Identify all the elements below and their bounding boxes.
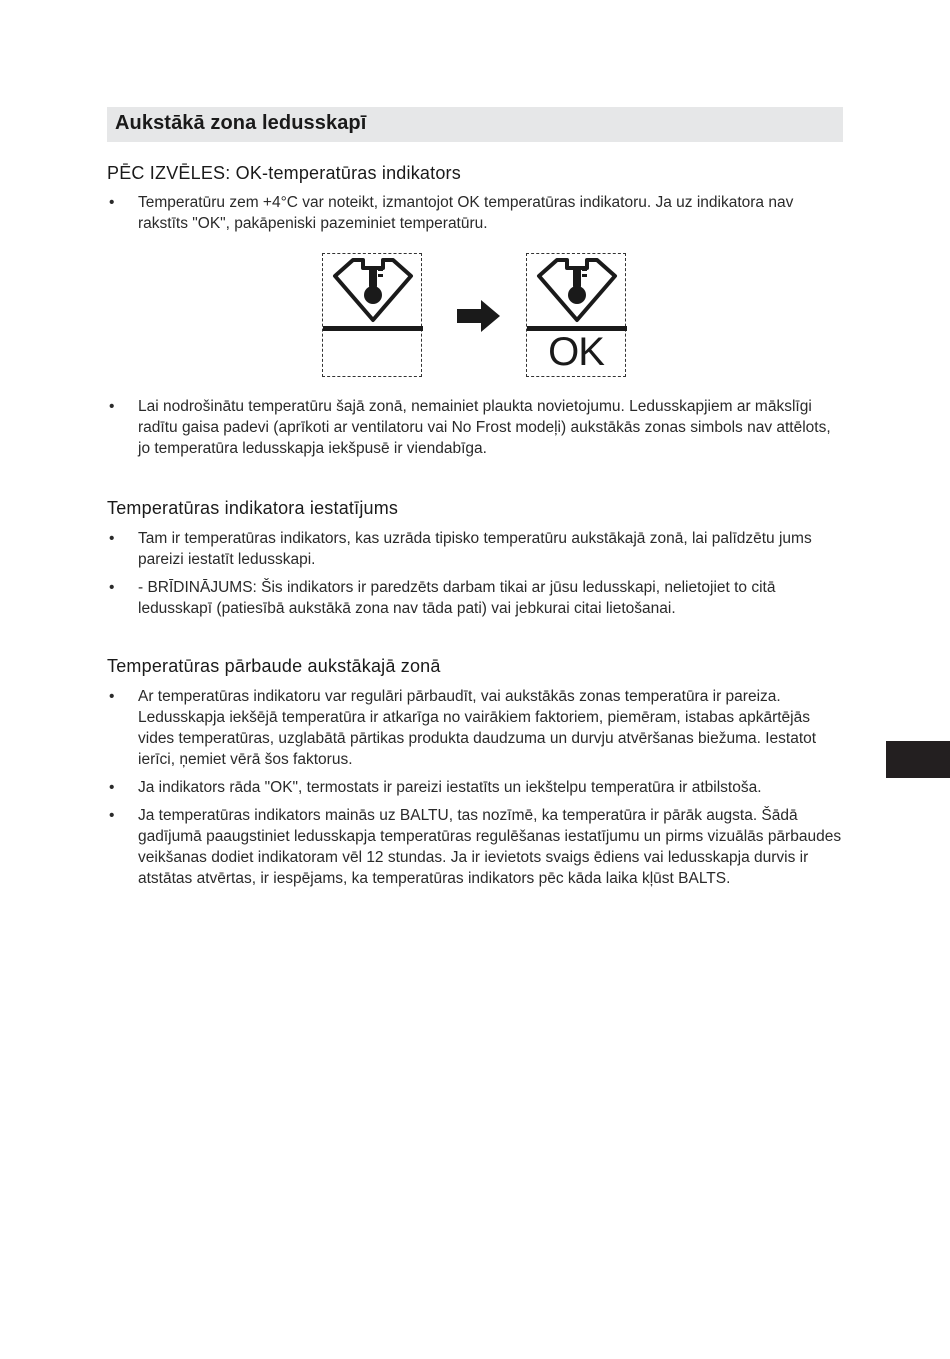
indicator-before — [322, 253, 422, 377]
bullet-list — [107, 686, 847, 896]
subheading-temperature-check: Temperatūras pārbaude aukstākajā zonā — [107, 656, 441, 676]
side-tab-marker — [886, 741, 950, 778]
list-item: • - BRĪDINĀJUMS: Šis indikators ir paredzēts darbam tikai ar jūsu ledusskapi, nelietojiet to citā ledusskapī (patiesībā aukstākā zona nav tāda pati) vai jebkurai citai lietošanai. — [107, 577, 847, 619]
ok-label: OK — [548, 330, 604, 374]
subheading-ok-indicator: PĒC IZVĒLES: OK-temperatūras indikators — [107, 163, 461, 183]
bullet-list — [107, 528, 847, 626]
list-item: • Tam ir temperatūras indikators, kas uzrāda tipisko temperatūru aukstākajā zonā, lai palīdzētu jums pareizi iestatīt ledusskapi. — [107, 528, 847, 570]
page-title: Aukstākā zona ledusskapī — [115, 112, 367, 134]
indicator-after — [526, 253, 626, 377]
thermometer-triangle-icon — [323, 254, 423, 378]
list-item: • Ja indikators rāda "OK", termostats ir pareizi iestatīts un iekštelpu temperatūra ir atbilstoša. — [107, 777, 847, 798]
bullet-list — [107, 192, 847, 241]
bullet-list — [107, 396, 847, 466]
list-item: • Lai nodrošinātu temperatūru šajā zonā, nemainiet plaukta novietojumu. Ledusskapjiem ar mākslīgi radītu gaisa padevi (aprīkoti ar ventilatoru vai No Frost modeļi) aukstākās zonas simbols nav attēlots, jo temperatūra ledusskapja iekšpusē ir viendabīga. — [107, 396, 847, 459]
list-item: • Temperatūru zem +4°C var noteikt, izmantojot OK temperatūras indikatoru. Ja uz indikatora nav rakstīts "OK", pakāpeniski pazeminiet temperatūru. — [107, 192, 847, 234]
section-title-bar — [107, 107, 843, 142]
list-item: • Ar temperatūras indikatoru var regulāri pārbaudīt, vai aukstākās zonas temperatūra ir pareiza. Ledusskapja iekšējā temperatūra ir atkarīga no vairākiem faktoriem, piemēram, istabas apkārtējās vides temperatūras, uzglabātā pārtikas produkta daudzuma un durvju atvēršanas biežuma. Iestatot ierīci, ņemiet vērā šos faktorus. — [107, 686, 847, 770]
list-item: • Ja temperatūras indikators mainās uz BALTU, tas nozīmē, ka temperatūra ir pārāk augsta. Šādā gadījumā paaugstiniet ledusskapja temperatūras regulēšanas iestatījumu un pirms vizuālās pārbaudes veikšanas dodiet indikatoram vēl 12 stundas. Ja ir ievietots svaigs ēdiens vai ledusskapja durvis ir atstātas atvērtas, ir iespējams, ka temperatūras indikators pēc kāda laika kļūst BALTS. — [107, 805, 847, 889]
arrow-right-icon — [457, 300, 501, 332]
subheading-indicator-setting: Temperatūras indikatora iestatījums — [107, 498, 399, 518]
